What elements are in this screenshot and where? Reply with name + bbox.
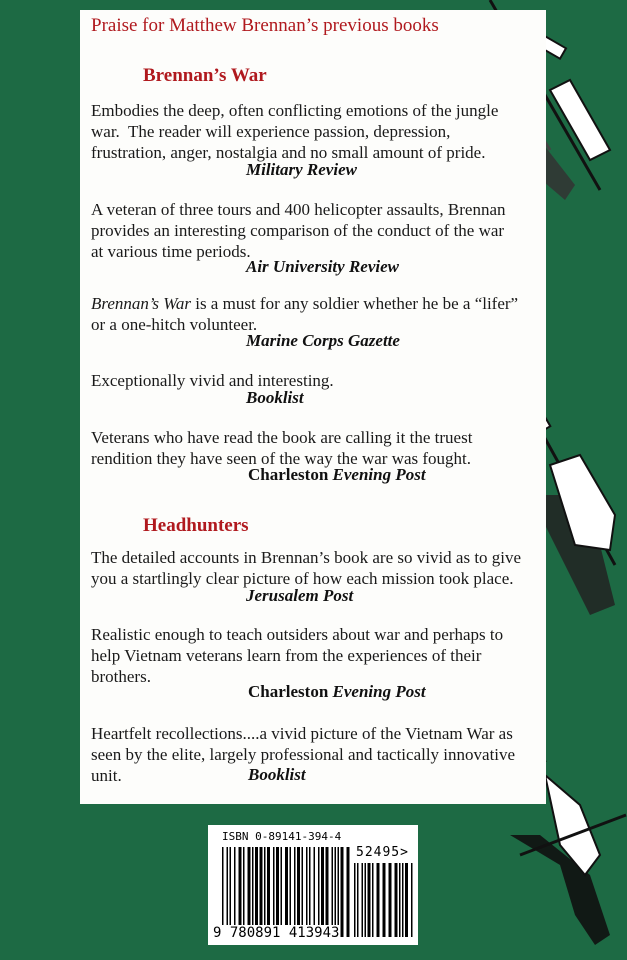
review-source: Jerusalem Post [246, 586, 354, 605]
section-heading-headhunters: Headhunters [143, 515, 249, 536]
review-line: war. The reader will experience passion, depression, [91, 122, 451, 141]
barcode-bar [302, 847, 304, 937]
barcode-bar [309, 847, 311, 937]
review-line: frustration, anger, nostalgia and no small amount of pride. [91, 143, 486, 162]
praise-panel [80, 10, 546, 804]
review-source: Booklist [248, 765, 306, 784]
review-source-city: Charleston [248, 465, 333, 484]
barcode-bar [368, 863, 371, 937]
review-line: rendition they have seen of the way the war was fought. [91, 449, 472, 468]
barcode-bar [264, 847, 266, 937]
review-line: help Vietnam veterans learn from the experiences of their [91, 646, 482, 665]
review-source: Military Review [246, 160, 357, 179]
review-line: Embodies the deep, often conflicting emotions of the jungle [91, 101, 499, 120]
barcode-bar [377, 863, 380, 937]
review-line: provides an interesting comparison of the conduct of the war [91, 221, 505, 240]
barcode-bar [227, 847, 229, 937]
barcode-bar [389, 863, 392, 937]
barcode-bar [365, 863, 367, 937]
review-line: brothers. [91, 667, 151, 686]
ean-number: 9 780891 413943 [213, 925, 340, 941]
barcode-bar [395, 863, 398, 937]
review-source: Air University Review [246, 257, 399, 276]
barcode-bar [402, 863, 404, 937]
review-source: Evening Post [332, 465, 426, 484]
review-line: Heartfelt recollections....a vivid picture of the Vietnam War as [91, 724, 513, 743]
section-heading-brennans-war: Brennan’s War [143, 65, 267, 86]
review-line: is a must for any soldier whether he be a “lifer” [190, 294, 519, 313]
barcode-bar [239, 847, 242, 937]
review-line: Realistic enough to teach outsiders about war and perhaps to [91, 625, 504, 644]
barcode-bar [248, 847, 251, 937]
barcode-bar [354, 863, 356, 937]
barcode-bar [357, 863, 359, 937]
isbn-label: ISBN 0-89141-394-4 [222, 830, 342, 843]
barcode-bar [321, 847, 324, 937]
book-title: Brennan’s War [91, 294, 191, 313]
review-source-city: Charleston [248, 682, 333, 701]
barcode-bar [326, 847, 329, 937]
barcode-bar [276, 847, 279, 937]
barcode-bar [332, 847, 334, 937]
review-source: Marine Corps Gazette [246, 331, 400, 350]
barcode-bar [294, 847, 296, 937]
barcode-bar [234, 847, 236, 937]
barcode-bar [290, 847, 292, 937]
barcode-bar [267, 847, 270, 937]
barcode-bar [285, 847, 288, 937]
barcode-bar [252, 847, 254, 937]
review-line: Veterans who have read the book are calling it the truest [91, 428, 473, 447]
review-line: seen by the elite, largely professional and tactically innovative [91, 745, 516, 764]
review-line: at various time periods. [91, 242, 251, 261]
review-line: A veteran of three tours and 400 helicopter assaults, Brennan [91, 200, 506, 219]
barcode-bar [314, 847, 316, 937]
barcode-bar [273, 847, 275, 937]
review-line: The detailed accounts in Brennan’s book are so vivid as to give [91, 548, 522, 567]
barcode-bar [230, 847, 232, 937]
barcode-bar [318, 847, 320, 937]
review-line: you a startlingly clear picture of how each mission took place. [91, 569, 514, 588]
barcode-bar [306, 847, 308, 937]
barcode-bar [372, 863, 374, 937]
isbn-barcode [208, 825, 418, 945]
barcode-bar [297, 847, 300, 937]
barcode-bar [335, 847, 337, 937]
barcode-bar [399, 863, 401, 937]
barcode-bar [341, 847, 344, 937]
review-line: unit. [91, 766, 122, 785]
review-source: Evening Post [332, 682, 426, 701]
praise-title: Praise for Matthew Brennan’s previous books [91, 15, 439, 36]
barcode-bar [338, 847, 340, 937]
review-line: or a one-hitch volunteer. [91, 315, 258, 334]
review-source: Booklist [246, 388, 304, 407]
price-code: 52495> [356, 845, 409, 860]
barcode-bar [260, 847, 263, 937]
barcode-bar [383, 863, 386, 937]
barcode-bar [411, 863, 413, 937]
barcode-bar [405, 863, 408, 937]
barcode-bar [347, 847, 350, 937]
review-line: Exceptionally vivid and interesting. [91, 371, 334, 390]
barcode-bar [255, 847, 258, 937]
barcode-bar [243, 847, 245, 937]
barcode-bar [281, 847, 283, 937]
barcode-bar [222, 847, 224, 937]
barcode-bar [362, 863, 364, 937]
